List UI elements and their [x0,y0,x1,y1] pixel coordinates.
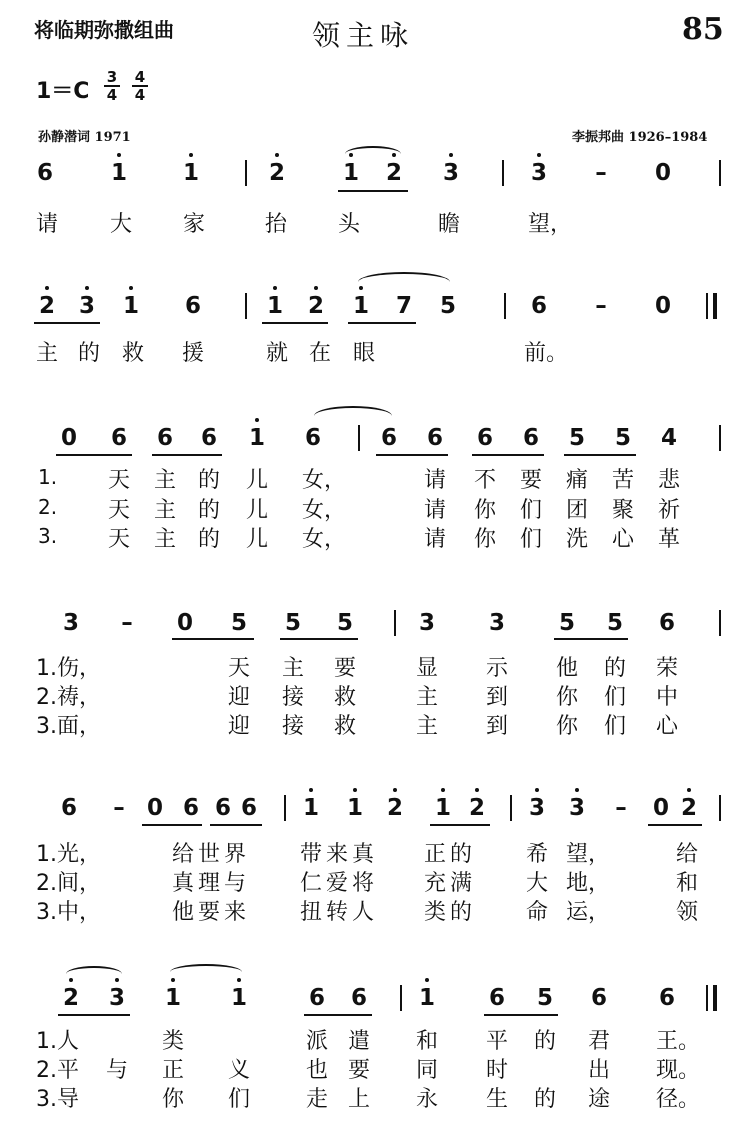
note: 1 [162,985,184,1011]
lyric: 们 [604,714,627,739]
underline [58,1014,130,1016]
lyric: 痛 [566,468,589,493]
lyric: 2.间， [36,871,101,896]
note: 6 [304,425,321,451]
lyric: 生 [486,1087,509,1112]
lyric: 救 [122,341,145,366]
lyric: 平 [486,1029,509,1054]
bar-line [719,425,721,451]
bar-line [706,293,708,319]
lyric: 救 [334,685,357,710]
note: 0 [654,293,671,319]
lyric: 显 [416,656,439,681]
note: 2 [384,795,406,821]
lyric: 义 [228,1058,251,1083]
note: 6 [350,985,367,1011]
note: 5 [614,425,631,451]
underline [472,454,544,456]
lyric: 接 [282,714,305,739]
lyric: 们 [520,498,543,523]
lyric: 你 [474,527,497,552]
lyric: 3.导 [36,1087,79,1112]
note: 3 [440,160,462,186]
underline [648,824,702,826]
composer-credit: 李振邦曲 1926–1984 [572,130,708,145]
lyric: 革 [658,527,681,552]
lyric: 儿 [246,527,269,552]
underline [172,638,254,640]
note: 1 [120,293,142,319]
bar-line [713,985,717,1011]
note: 5 [606,610,623,636]
lyric: 他 [556,656,579,681]
lyric: 请 [424,498,447,523]
note: 1 [180,160,202,186]
note: 0 [654,160,671,186]
lyric: 遣 [348,1029,371,1054]
note: 3 [76,293,98,319]
underline [152,454,222,456]
lyric: 扭转人 [300,900,379,925]
bar-line [510,795,512,821]
lyric: 就 [266,341,289,366]
slur [66,966,122,982]
bar-line [719,160,721,186]
lyric: 1.人 [36,1029,79,1054]
slur [358,272,450,292]
note: 6 [110,425,127,451]
lyric: 天 [108,527,131,552]
lyric: 2.平 [36,1058,79,1083]
lyric: 的 [78,341,101,366]
lyric: 心 [612,527,635,552]
bar-line [706,985,708,1011]
lyric: 的 [198,527,221,552]
note: 5 [336,610,353,636]
note: 6 [590,985,607,1011]
note: – [595,160,607,186]
lyric: 和 [676,871,699,896]
lyric: 途 [588,1087,611,1112]
lyric: 主 [154,498,177,523]
lyric: 女， [302,527,347,552]
lyric: 瞻 [438,212,461,237]
note: 5 [568,425,585,451]
lyric: 女， [302,468,347,493]
lyric: 请 [424,527,447,552]
verse-number: 1. [38,465,58,489]
note: – [615,795,627,821]
lyric: 现。 [656,1058,701,1083]
slur [314,406,392,426]
lyric: 大 [526,871,549,896]
note: 6 [522,425,539,451]
lyric: 你 [162,1087,185,1112]
lyric: 希 [526,842,549,867]
note: 0 [652,795,669,821]
note: 3 [106,985,128,1011]
lyric: 要 [348,1058,371,1083]
note: 6 [658,985,675,1011]
lyric: 团 [566,498,589,523]
bar-line [400,985,402,1011]
lyricist-credit: 孙静潜词 1971 [38,130,131,145]
lyric: 们 [604,685,627,710]
note: 1 [264,293,286,319]
lyric: 走 [306,1087,329,1112]
lyric: 悲 [658,468,681,493]
lyric: 主 [36,341,59,366]
lyric: 主 [416,685,439,710]
lyric: 前。 [524,341,569,366]
lyric: 同 [416,1058,439,1083]
note: 1 [340,160,362,186]
note: 5 [439,293,456,319]
lyric: 出 [588,1058,611,1083]
lyric: 天 [108,498,131,523]
slur [170,964,242,980]
note: 6 [184,293,201,319]
lyric: 的 [534,1087,557,1112]
lyric: 领 [676,900,699,925]
note: 6 [200,425,217,451]
lyric: 运， [566,900,611,925]
note: 6 [380,425,397,451]
lyric: 充满 [424,871,477,896]
note: 1 [350,293,372,319]
collection-title: 将临期弥撒组曲 [34,18,174,42]
lyric: 头 [338,212,361,237]
lyric: 给世界 [172,842,251,867]
note: 2 [383,160,405,186]
lyric: 不 [474,468,497,493]
lyric: 的 [198,468,221,493]
bar-line [719,610,721,636]
lyric: 命 [526,900,549,925]
lyric: 主 [154,468,177,493]
bar-line [713,293,717,319]
lyric: 援 [182,341,205,366]
verse-number: 3. [38,524,58,548]
verse-number: 2. [38,495,58,519]
note: 2 [60,985,82,1011]
lyric: 家 [183,212,206,237]
note: 1 [416,985,438,1011]
lyric: 迎 [228,685,251,710]
note: 6 [308,985,325,1011]
lyric: 儿 [246,498,269,523]
lyric: 主 [416,714,439,739]
note: 4 [660,425,677,451]
underline [56,454,132,456]
lyric: 儿 [246,468,269,493]
note: 1 [300,795,322,821]
underline [262,322,328,324]
note: 6 [36,160,53,186]
lyric: 真理与 [172,871,251,896]
underline [142,824,202,826]
lyric: 苦 [612,468,635,493]
bar-line [284,795,286,821]
note: 6 [182,795,199,821]
lyric: 仁爱将 [300,871,379,896]
note: 1 [108,160,130,186]
lyric: 与 [106,1058,129,1083]
underline [484,1014,558,1016]
lyric: 和 [416,1029,439,1054]
note: 2 [36,293,58,319]
lyric: 中 [656,685,679,710]
underline [338,190,408,192]
lyric: 接 [282,685,305,710]
underline [304,1014,372,1016]
bar-line [358,425,360,451]
note: – [121,610,133,636]
lyric: 祈 [658,498,681,523]
bar-line [719,795,721,821]
time-signature-4-4: 4 4 [132,70,148,102]
underline [280,638,358,640]
note: 0 [60,425,77,451]
lyric: 请 [424,468,447,493]
lyric: 你 [556,714,579,739]
note: 3 [526,795,548,821]
lyric: 要 [334,656,357,681]
note: 6 [156,425,173,451]
lyric: 洗 [566,527,589,552]
note: 5 [536,985,553,1011]
lyric: 天 [108,468,131,493]
note: 2 [266,160,288,186]
lyric: 眼 [353,341,376,366]
lyric: 3.中， [36,900,101,925]
note: 2 [466,795,488,821]
note: 2 [305,293,327,319]
lyric: 正的 [424,842,477,867]
lyric: 主 [154,527,177,552]
lyric: 永 [416,1087,439,1112]
lyric: 2.祷， [36,685,101,710]
note: 1 [432,795,454,821]
underline [430,824,490,826]
lyric: 派 [306,1029,329,1054]
bar-line [245,293,247,319]
underline [34,322,100,324]
note: 0 [176,610,193,636]
underline [376,454,448,456]
lyric: 时 [486,1058,509,1083]
lyric: 大 [110,212,133,237]
lyric: 请 [36,212,59,237]
lyric: 上 [348,1087,371,1112]
lyric: 给 [676,842,699,867]
lyric: 类 [162,1029,185,1054]
lyric: 3.面， [36,714,101,739]
lyric: 的 [534,1029,557,1054]
bar-line [502,160,504,186]
note: 5 [284,610,301,636]
lyric: 天 [228,656,251,681]
lyric: 主 [282,656,305,681]
underline [554,638,628,640]
note: 6 [426,425,443,451]
lyric: 荣 [656,656,679,681]
lyric: 1.伤， [36,656,101,681]
lyric: 君 [588,1029,611,1054]
note: 1 [344,795,366,821]
lyric: 迎 [228,714,251,739]
note: 5 [230,610,247,636]
note: 6 [60,795,77,821]
page-number: 85 [682,12,724,47]
lyric: 你 [474,498,497,523]
note: 5 [558,610,575,636]
note: 1 [228,985,250,1011]
bar-line [245,160,247,186]
lyric: 们 [228,1087,251,1112]
note: – [595,293,607,319]
lyric: 正 [162,1058,185,1083]
lyric: 1.光， [36,842,101,867]
note: 6 [488,985,505,1011]
note: 6 [476,425,493,451]
note: 3 [488,610,505,636]
note: 6 [214,795,231,821]
lyric: 示 [486,656,509,681]
lyric: 要 [520,468,543,493]
underline [564,454,636,456]
lyric: 的 [604,656,627,681]
note: 7 [395,293,412,319]
note: 6 [658,610,675,636]
time-signature-3-4: 3 4 [104,70,120,102]
lyric: 女， [302,498,347,523]
note: 3 [566,795,588,821]
lyric: 在 [309,341,332,366]
lyric: 地， [566,871,611,896]
note: 3 [62,610,79,636]
note: 3 [418,610,435,636]
note: 2 [678,795,700,821]
lyric: 望， [528,212,573,237]
lyric: 带来真 [300,842,379,867]
note: 1 [246,425,268,451]
lyric: 望， [566,842,611,867]
note: 3 [528,160,550,186]
note: 6 [530,293,547,319]
lyric: 径。 [656,1087,701,1112]
note: 6 [240,795,257,821]
song-title: 领主咏 [312,19,415,52]
note: 0 [146,795,163,821]
lyric: 王。 [656,1029,701,1054]
bar-line [504,293,506,319]
bar-line [394,610,396,636]
lyric: 救 [334,714,357,739]
key-signature: 1＝C [36,79,90,104]
note: – [113,795,125,821]
lyric: 的 [198,498,221,523]
lyric: 聚 [612,498,635,523]
lyric: 心 [656,714,679,739]
underline [210,824,262,826]
lyric: 也 [306,1058,329,1083]
lyric: 你 [556,685,579,710]
lyric: 他要来 [172,900,251,925]
lyric: 到 [486,714,509,739]
underline [348,322,416,324]
lyric: 们 [520,527,543,552]
lyric: 类的 [424,900,477,925]
lyric: 到 [486,685,509,710]
lyric: 抬 [265,212,288,237]
